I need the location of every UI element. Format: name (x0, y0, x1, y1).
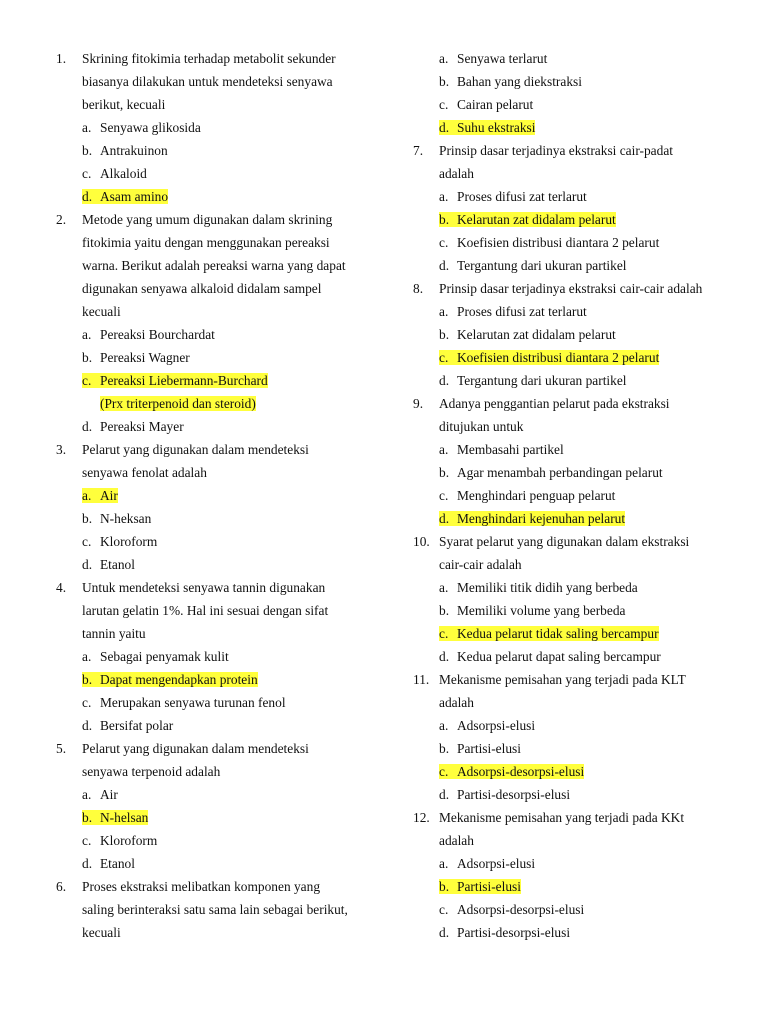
option-letter: c. (82, 373, 92, 388)
answer-option-body (439, 856, 535, 871)
option-text: Adsorpsi-desorpsi-elusi (457, 902, 585, 917)
answer-option (413, 93, 753, 116)
option-letter: c. (82, 534, 92, 549)
answer-option (56, 162, 386, 185)
question-line (413, 668, 753, 691)
option-text: Senyawa terlarut (457, 51, 548, 66)
question-number: 11. (413, 672, 430, 687)
question-text: Mekanisme pemisahan yang terjadi pada KKt (439, 810, 685, 825)
option-text: Kedua pelarut dapat saling bercampur (457, 649, 661, 664)
option-letter: c. (439, 350, 449, 365)
option-letter: b. (439, 741, 450, 756)
answer-option (56, 415, 386, 438)
answer-option (413, 576, 753, 599)
answer-option-body (439, 235, 659, 250)
highlighted-answer (439, 350, 659, 365)
answer-option (413, 254, 753, 277)
right-column (413, 47, 753, 944)
question-text-continuation: adalah (439, 166, 474, 181)
option-text: Senyawa glikosida (100, 120, 201, 135)
option-text: Suhu ekstraksi (457, 120, 536, 135)
question-line (56, 875, 386, 898)
option-letter: a. (439, 51, 449, 66)
answer-option-body (439, 465, 663, 480)
option-letter: b. (82, 350, 93, 365)
option-text: Adsorpsi-elusi (457, 718, 536, 733)
answer-option (56, 714, 386, 737)
highlighted-answer (439, 764, 584, 779)
option-text: Memiliki volume yang berbeda (457, 603, 626, 618)
answer-option (56, 530, 386, 553)
option-letter: a. (82, 120, 92, 135)
question-text-continuation: senyawa terpenoid adalah (82, 764, 221, 779)
option-letter: b. (439, 74, 450, 89)
question-text-continuation: senyawa fenolat adalah (82, 465, 207, 480)
question-text: Adanya penggantian pelarut pada ekstraksi (439, 396, 670, 411)
option-letter: d. (82, 718, 93, 733)
option-text: Pereaksi Mayer (100, 419, 184, 434)
question-text-continuation: larutan gelatin 1%. Hal ini sesuai dengan sifat (82, 603, 329, 618)
answer-option (413, 852, 753, 875)
answer-option-body (82, 718, 173, 733)
option-letter: d. (82, 856, 93, 871)
option-text: Tergantung dari ukuran partikel (457, 373, 627, 388)
answer-option-body (82, 695, 286, 710)
option-letter: d. (82, 419, 93, 434)
question-line (413, 392, 753, 415)
option-letter: b. (82, 143, 93, 158)
answer-option-body (439, 97, 533, 112)
option-letter: d. (439, 925, 450, 940)
question-text: Metode yang umum digunakan dalam skrining (82, 212, 333, 227)
answer-option (413, 461, 753, 484)
question-line (56, 576, 386, 599)
answer-option (413, 898, 753, 921)
option-letter: c. (82, 166, 92, 181)
answer-option-body (439, 189, 587, 204)
answer-option-body (439, 902, 584, 917)
answer-option (56, 507, 386, 530)
question-text: Pelarut yang digunakan dalam mendeteksi (82, 741, 309, 756)
option-letter: d. (439, 120, 450, 135)
option-text: Air (100, 488, 118, 503)
option-text: N-helsan (100, 810, 149, 825)
option-letter: c. (439, 97, 449, 112)
option-text: Pereaksi Bourchardat (100, 327, 215, 342)
answer-option-body (439, 51, 547, 66)
answer-option (413, 346, 753, 369)
answer-option (413, 208, 753, 231)
option-text: Kloroform (100, 833, 158, 848)
answer-option (56, 323, 386, 346)
answer-option-body (82, 787, 118, 802)
option-letter: b. (82, 511, 93, 526)
question-text-continuation: biasanya dilakukan untuk mendeteksi senyawa (82, 74, 333, 89)
question-text: Proses ekstraksi melibatkan komponen yang (82, 879, 321, 894)
option-text: Air (100, 787, 118, 802)
question-text-continuation: ditujukan untuk (439, 419, 524, 434)
answer-option (413, 300, 753, 323)
question-text: Skrining fitokimia terhadap metabolit sekunder (82, 51, 336, 66)
answer-option-body (82, 143, 168, 158)
answer-option (56, 783, 386, 806)
answer-option-body (439, 649, 661, 664)
question-text-continuation: berikut, kecuali (82, 97, 166, 112)
option-letter: b. (439, 465, 450, 480)
answer-option (413, 369, 753, 392)
left-column (56, 47, 386, 944)
answer-option-body (439, 718, 535, 733)
answer-option-body (439, 741, 521, 756)
option-letter: d. (439, 787, 450, 802)
answer-option-body (82, 120, 201, 135)
highlighted-answer (439, 626, 659, 641)
answer-option-body (439, 603, 625, 618)
question-line (413, 806, 753, 829)
question-text-continuation: digunakan senyawa alkaloid didalam sampel (82, 281, 322, 296)
option-text: Partisi-elusi (457, 741, 521, 756)
answer-option (56, 139, 386, 162)
option-letter: b. (82, 810, 93, 825)
highlighted-answer (82, 373, 268, 388)
question-line (56, 737, 386, 760)
option-letter: c. (439, 626, 449, 641)
answer-option (413, 47, 753, 70)
option-letter: c. (439, 902, 449, 917)
answer-option (413, 645, 753, 668)
answer-option (56, 691, 386, 714)
answer-option-body (82, 511, 151, 526)
answer-option-body (82, 419, 184, 434)
option-text: Cairan pelarut (457, 97, 534, 112)
answer-option (413, 737, 753, 760)
question-number: 4. (56, 580, 67, 595)
answer-option-body (439, 925, 570, 940)
option-text: Merupakan senyawa turunan fenol (100, 695, 286, 710)
question-text-continuation: warna. Berikut adalah pereaksi warna yang dapat (82, 258, 346, 273)
answer-option-body (439, 74, 582, 89)
answer-option-body (439, 580, 638, 595)
option-text: Membasahi partikel (457, 442, 564, 457)
answer-option-body (82, 833, 157, 848)
answer-option-body (82, 534, 157, 549)
option-text: Antrakuinon (100, 143, 168, 158)
option-text: Kelarutan zat didalam pelarut (457, 327, 616, 342)
answer-option (56, 829, 386, 852)
option-letter: a. (82, 649, 92, 664)
answer-option (413, 921, 753, 944)
option-text: N-heksan (100, 511, 152, 526)
option-text: Partisi-desorpsi-elusi (457, 787, 571, 802)
option-text: Bahan yang diekstraksi (457, 74, 582, 89)
answer-option (56, 346, 386, 369)
question-text: Prinsip dasar terjadinya ekstraksi cair-cair adalah (439, 281, 703, 296)
answer-option (413, 507, 753, 530)
answer-option-body (82, 557, 135, 572)
option-letter: b. (82, 672, 93, 687)
answer-option-body (439, 373, 627, 388)
answer-option (413, 185, 753, 208)
answer-option (413, 484, 753, 507)
answer-option-body (439, 442, 564, 457)
question-number: 6. (56, 879, 67, 894)
option-text: Partisi-elusi (457, 879, 521, 894)
option-letter: b. (439, 327, 450, 342)
question-text: Untuk mendeteksi senyawa tannin digunakan (82, 580, 326, 595)
answer-option (56, 553, 386, 576)
option-text: Proses difusi zat terlarut (457, 304, 587, 319)
answer-option-body (82, 327, 215, 342)
question-text-continuation: saling berinteraksi satu sama lain sebagai berikut, (82, 902, 348, 917)
answer-option-body (82, 856, 135, 871)
answer-option-body (439, 488, 615, 503)
highlighted-answer (82, 488, 118, 503)
option-text: Bersifat polar (100, 718, 174, 733)
question-line (413, 277, 753, 300)
answer-option (413, 783, 753, 806)
question-text-continuation: kecuali (82, 304, 121, 319)
option-letter: c. (82, 833, 92, 848)
option-text: Etanol (100, 856, 135, 871)
question-line (413, 139, 753, 162)
question-text-continuation: tannin yaitu (82, 626, 146, 641)
question-line (56, 438, 386, 461)
answer-option (56, 484, 386, 507)
question-line (413, 530, 753, 553)
answer-option-body (439, 787, 570, 802)
option-text: Koefisien distribusi diantara 2 pelarut (457, 235, 660, 250)
answer-option (56, 645, 386, 668)
highlighted-answer (439, 120, 535, 135)
option-text: Asam amino (100, 189, 169, 204)
question-line (56, 208, 386, 231)
option-letter: a. (439, 304, 449, 319)
question-line (56, 47, 386, 70)
answer-option (413, 116, 753, 139)
answer-option-body (82, 166, 147, 181)
answer-option-body (439, 327, 616, 342)
question-number: 7. (413, 143, 424, 158)
option-letter: a. (82, 787, 92, 802)
option-letter: d. (82, 189, 93, 204)
answer-option-body (439, 258, 627, 273)
question-number: 9. (413, 396, 424, 411)
answer-option (413, 323, 753, 346)
question-text-continuation: fitokimia yaitu dengan menggunakan pereaksi (82, 235, 330, 250)
option-text: Sebagai penyamak kulit (100, 649, 229, 664)
option-text: Etanol (100, 557, 135, 572)
option-letter: a. (82, 327, 92, 342)
option-text: Pereaksi Wagner (100, 350, 190, 365)
option-letter: d. (439, 649, 450, 664)
answer-option-body (82, 649, 229, 664)
answer-option (413, 231, 753, 254)
answer-option (413, 875, 753, 898)
option-text: Adsorpsi-desorpsi-elusi (457, 764, 585, 779)
option-letter: a. (439, 442, 449, 457)
question-number: 5. (56, 741, 67, 756)
option-text: Kloroform (100, 534, 158, 549)
highlighted-answer (439, 212, 616, 227)
highlighted-answer (439, 511, 625, 526)
option-letter: c. (439, 235, 449, 250)
answer-option (56, 806, 386, 829)
option-text: Adsorpsi-elusi (457, 856, 536, 871)
answer-option (413, 438, 753, 461)
option-text: Menghindari penguap pelarut (457, 488, 616, 503)
option-letter: d. (439, 373, 450, 388)
question-text-continuation: cair-cair adalah (439, 557, 522, 572)
option-text: Memiliki titik didih yang berbeda (457, 580, 638, 595)
answer-option (56, 116, 386, 139)
answer-option (413, 714, 753, 737)
highlighted-answer (82, 672, 258, 687)
question-text: Syarat pelarut yang digunakan dalam ekstraksi (439, 534, 690, 549)
option-letter: b. (439, 603, 450, 618)
option-letter: d. (82, 557, 93, 572)
option-text: Proses difusi zat terlarut (457, 189, 587, 204)
option-letter: a. (439, 580, 449, 595)
option-letter: c. (439, 488, 449, 503)
option-text: Kelarutan zat didalam pelarut (457, 212, 616, 227)
option-letter: d. (439, 258, 450, 273)
option-letter: d. (439, 511, 450, 526)
option-letter: a. (82, 488, 92, 503)
option-letter: a. (439, 718, 449, 733)
answer-option (56, 852, 386, 875)
answer-note (56, 392, 386, 415)
question-number: 12. (413, 810, 430, 825)
answer-note-text: (Prx triterpenoid dan steroid) (100, 396, 256, 411)
answer-option (413, 70, 753, 93)
question-text: Pelarut yang digunakan dalam mendeteksi (82, 442, 309, 457)
option-text: Dapat mengendapkan protein (100, 672, 258, 687)
answer-option-body (439, 304, 587, 319)
option-text: Tergantung dari ukuran partikel (457, 258, 627, 273)
question-number: 2. (56, 212, 67, 227)
question-text: Mekanisme pemisahan yang terjadi pada KLT (439, 672, 686, 687)
answer-option (56, 369, 386, 392)
option-letter: b. (439, 879, 450, 894)
option-letter: b. (439, 212, 450, 227)
option-text: Menghindari kejenuhan pelarut (457, 511, 626, 526)
option-text: Koefisien distribusi diantara 2 pelarut (457, 350, 660, 365)
answer-option (413, 760, 753, 783)
highlighted-answer (82, 189, 168, 204)
option-letter: a. (439, 856, 449, 871)
answer-option (56, 668, 386, 691)
question-number: 1. (56, 51, 67, 66)
question-number: 3. (56, 442, 67, 457)
highlighted-answer (439, 879, 521, 894)
answer-option-body (82, 350, 190, 365)
question-text: Prinsip dasar terjadinya ekstraksi cair-padat (439, 143, 673, 158)
option-text: Alkaloid (100, 166, 147, 181)
option-letter: c. (439, 764, 449, 779)
option-letter: a. (439, 189, 449, 204)
question-text-continuation: adalah (439, 695, 474, 710)
highlighted-answer (82, 810, 148, 825)
option-text: Partisi-desorpsi-elusi (457, 925, 571, 940)
option-text: Pereaksi Liebermann-Burchard (100, 373, 268, 388)
option-text: Kedua pelarut tidak saling bercampur (457, 626, 659, 641)
question-number: 8. (413, 281, 424, 296)
answer-option (56, 185, 386, 208)
option-letter: c. (82, 695, 92, 710)
question-text-continuation: adalah (439, 833, 474, 848)
answer-option (413, 599, 753, 622)
option-text: Agar menambah perbandingan pelarut (457, 465, 663, 480)
answer-option (413, 622, 753, 645)
question-number: 10. (413, 534, 430, 549)
question-text-continuation: kecuali (82, 925, 121, 940)
